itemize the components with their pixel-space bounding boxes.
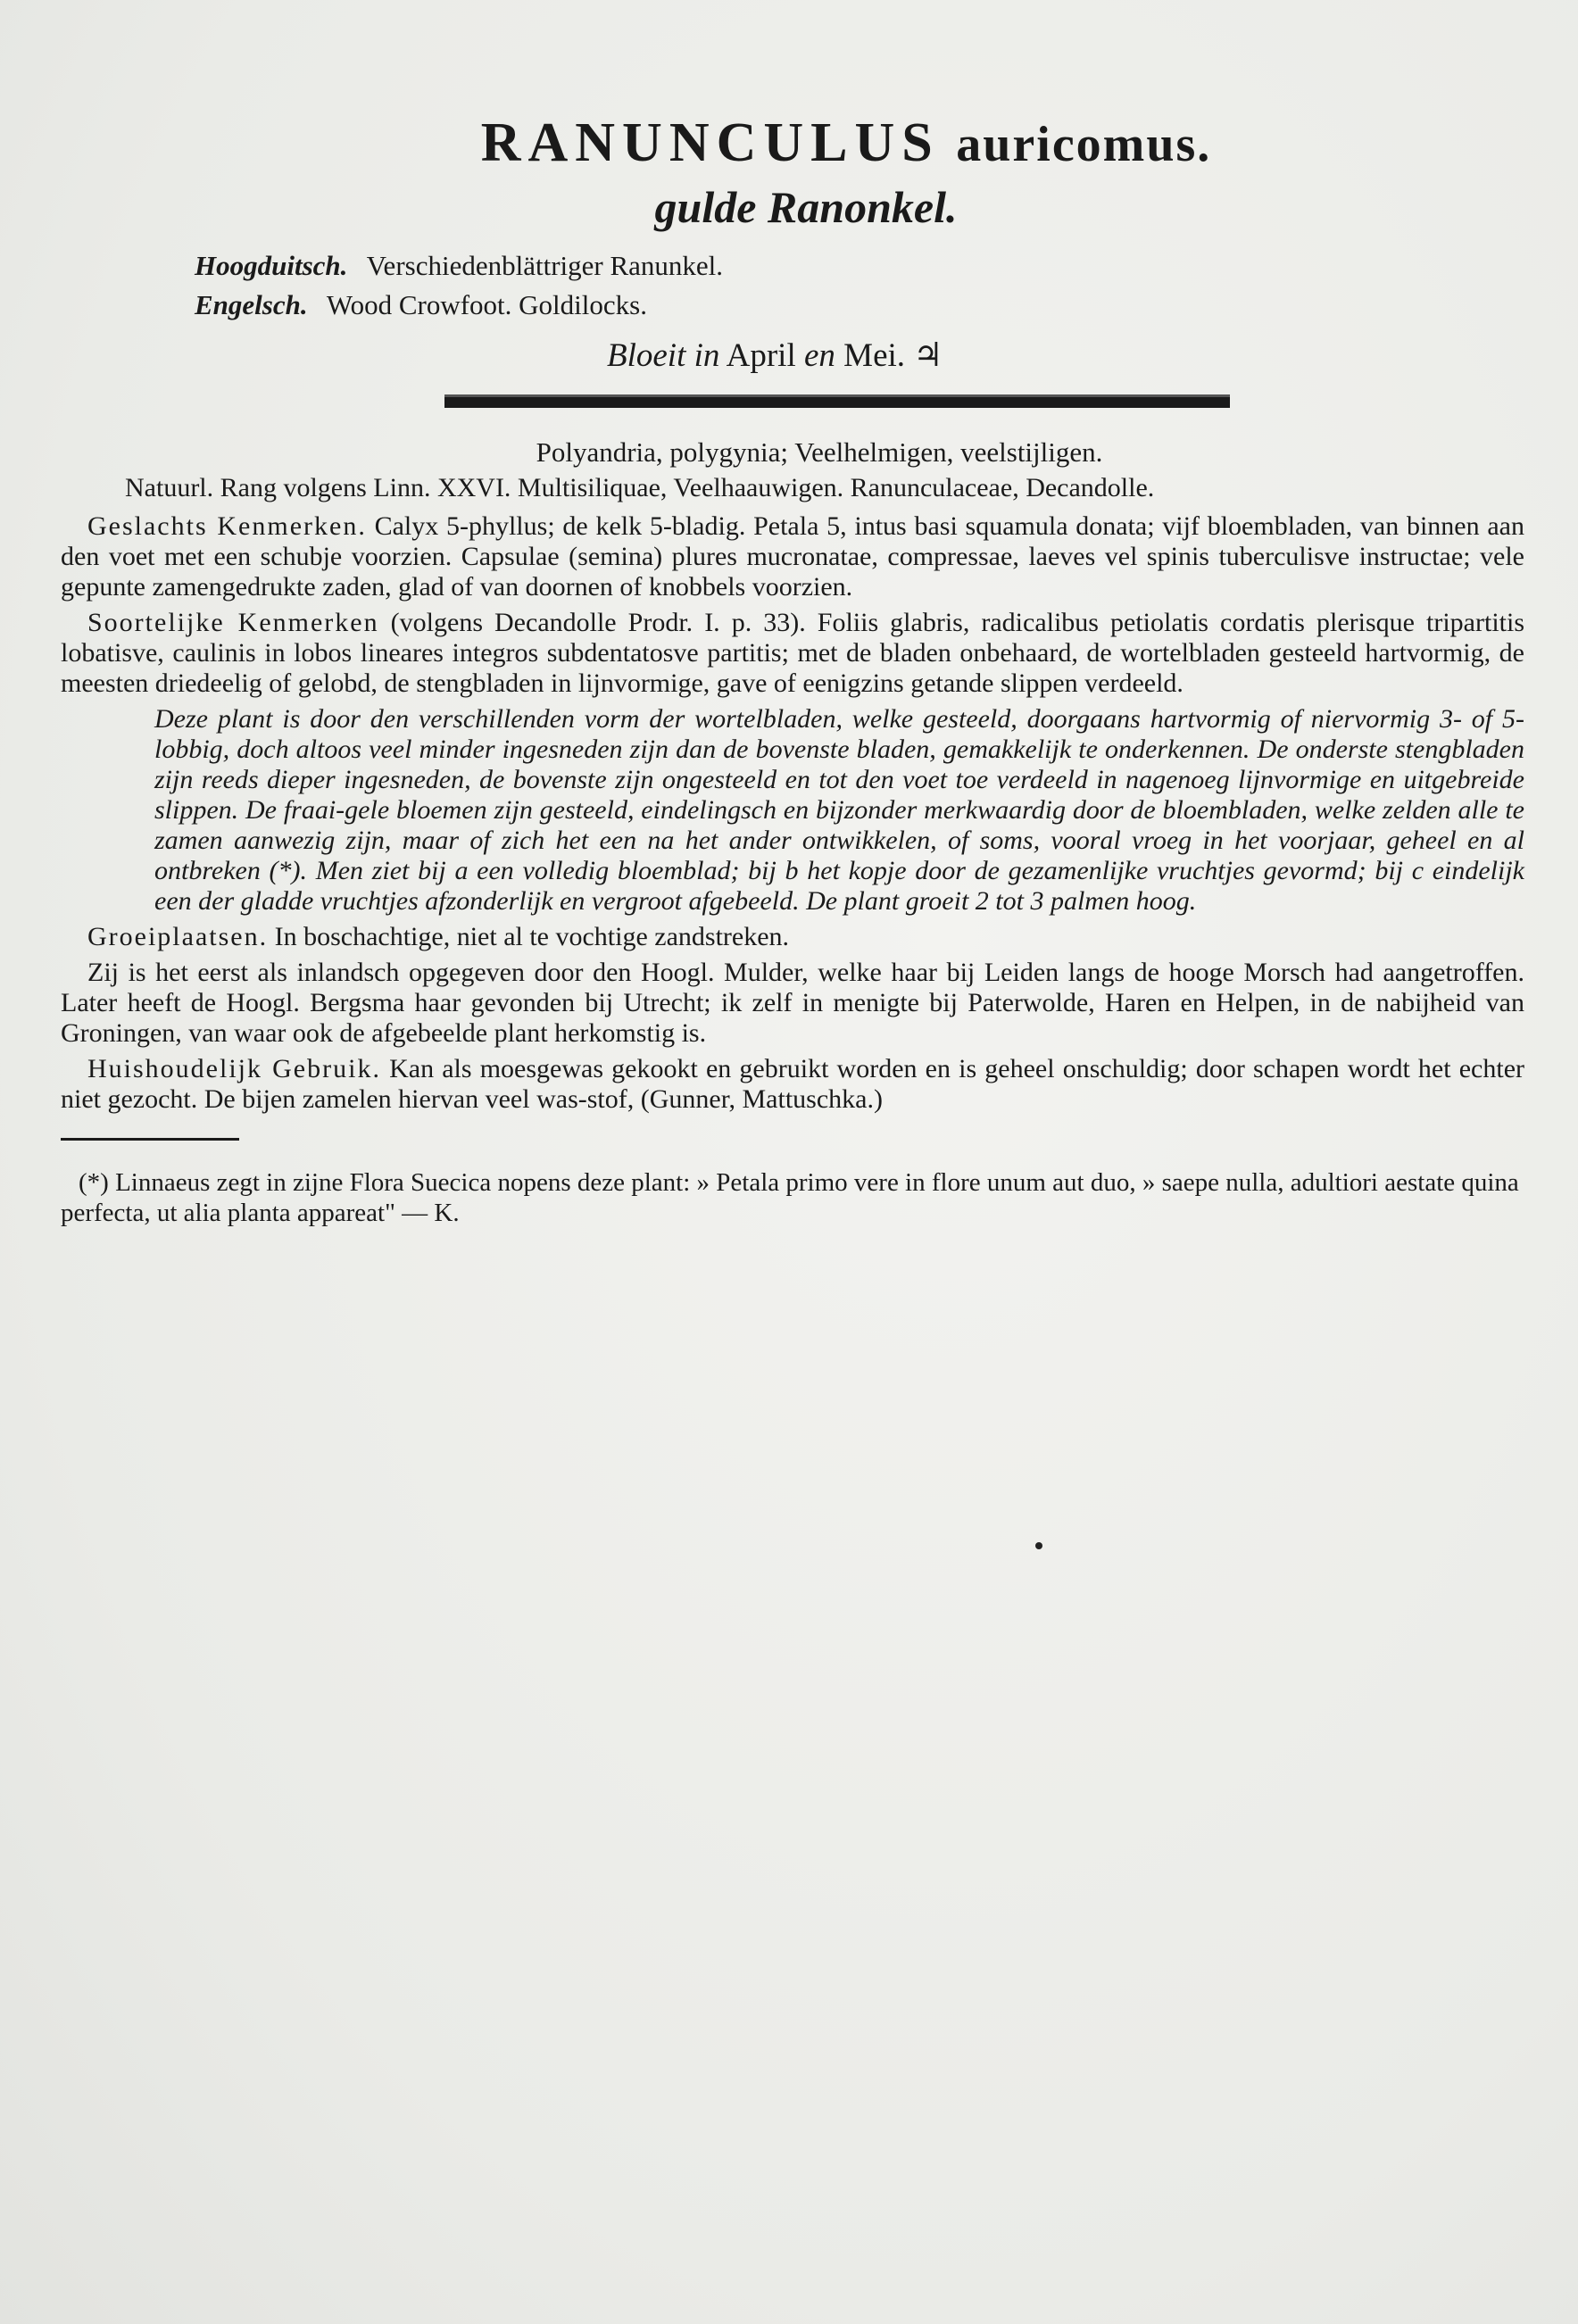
species-characters xyxy=(61,608,1524,699)
habitat xyxy=(61,922,1524,952)
page-title xyxy=(61,107,1524,180)
name-value: Verschiedenblättriger Ranunkel. xyxy=(366,250,724,281)
system-line-1: Polyandria, polygynia; Veelhelmigen, veelstijligen. xyxy=(536,436,1103,468)
habitat-text: In boschachtige, niet al te vochtige zandstreken. xyxy=(274,922,790,951)
perennial-symbol-icon: ♃ xyxy=(913,337,943,374)
bloom-month2: Mei. xyxy=(843,337,906,374)
ink-dot xyxy=(1035,1542,1042,1549)
common-names xyxy=(195,246,1524,325)
system-line-2: Natuurl. Rang volgens Linn. XXVI. Multisiliquae, Veelhaauwigen. Ranunculaceae, Decandolle. xyxy=(125,473,1155,502)
genus-characters-text: Calyx 5-phyllus; de kelk 5-bladig. Petala 5, intus basi squamula donata; vijf bloembladen, van binnen aan den voet met een schubje voorzien. Capsulae (semina) plures mucronatae, compressae, laeves vel spinis tuberculisve instructae; vele gepunte zamengedrukte zaden, glad of van doornen of knobbels voorzien. xyxy=(61,511,1524,602)
household-use-head: Huishoudelijk Gebruik. xyxy=(87,1054,381,1083)
name-lang: Hoogduitsch. xyxy=(195,250,348,281)
locations: Zij is het eerst als inlandsch opgegeven door den Hoogl. Mulder, welke haar bij Leiden langs de hooge Morsch had aangetroffen. Later heeft de Hoogl. Bergsma haar gevonden bij Utrecht; ik zelf in menigte bij Paterwolde, Haren en Helpen, in de nabijheid van Groningen, van waar ook de afgebeelde plant herkomstig is. xyxy=(61,958,1524,1048)
title-genus: RANUNCULUS xyxy=(480,112,940,173)
page-subtitle: gulde Ranonkel. xyxy=(654,182,958,232)
name-german xyxy=(195,246,1524,286)
footnote-divider xyxy=(61,1138,239,1141)
genus-characters xyxy=(61,511,1524,602)
name-english xyxy=(195,286,1524,325)
bloom-month: April xyxy=(726,337,796,374)
divider-thick xyxy=(444,394,1230,408)
genus-characters-head: Geslachts Kenmerken. xyxy=(87,511,367,541)
footnote: (*) Linnaeus zegt in zijne Flora Suecica nopens deze plant: » Petala primo vere in flore unum aut duo, » saepe nulla, adultiori aestate quina perfecta, ut alia planta appareat" — K. xyxy=(61,1168,1519,1227)
name-value: Wood Crowfoot. Goldilocks. xyxy=(326,289,647,320)
household-use xyxy=(61,1054,1524,1115)
content xyxy=(61,107,1524,1254)
species-characters-text: (volgens Decandolle Prodr. I. p. 33). Foliis glabris, radicalibus petiolatis cordatis plerisque tripartitis lobatisve, caulinis in lobos lineares integros subdentatosve partitis; met de bladen onbehaard, de wortelbladen gesteeld hartvormig, de meesten driedeelig of gelobd, de stengbladen in lijnvormige, gave of eenigzins getande slippen verdeeld. xyxy=(61,608,1524,698)
household-use-text: Kan als moesgewas gekookt en gebruikt worden en is geheel onschuldig; door schapen wordt het echter niet gezocht. De bijen zamelen hiervan veel was-stof, (Gunner, Mattuschka.) xyxy=(61,1054,1524,1114)
bloom-line xyxy=(607,334,1524,378)
bloom-mid: en xyxy=(803,337,835,374)
habitat-head: Groeiplaatsen. xyxy=(87,922,269,951)
species-characters-head: Soortelijke Kenmerken xyxy=(87,608,379,637)
description: Deze plant is door den verschillenden vorm der wortelbladen, welke gesteeld, doorgaans hartvormig of niervormig 3- of 5-lobbig, doch altoos veel minder ingesneden zijn dan de bovenste bladen, gemakkelijk te onderkennen. De onderste stengbladen zijn reeds dieper ingesneden, de bovenste zijn ongesteeld en tot den voet toe verdeeld in nagenoeg lijnvormige en uitgebreide slippen. De fraai-gele bloemen zijn gesteeld, eindelingsch en bijzonder merkwaardig door de bloembladen, welke zelden alle te zamen aanwezig zijn, maar of zich het een na het ander ontwikkelen, of soms, vooral vroeg in het voorjaar, geheel en al ontbreken (*). Men ziet bij a een volledig bloemblad; bij b het kopje door de gezamenlijke vruchtjes gevormd; bij c eindelijk een der gladde vruchtjes afzonderlijk en vergroot afgebeeld. De plant groeit 2 tot 3 palmen hoog. xyxy=(154,704,1524,916)
name-lang: Engelsch. xyxy=(195,289,308,320)
title-species: auricomus. xyxy=(956,117,1212,172)
bloom-pre: Bloeit in xyxy=(607,337,720,374)
